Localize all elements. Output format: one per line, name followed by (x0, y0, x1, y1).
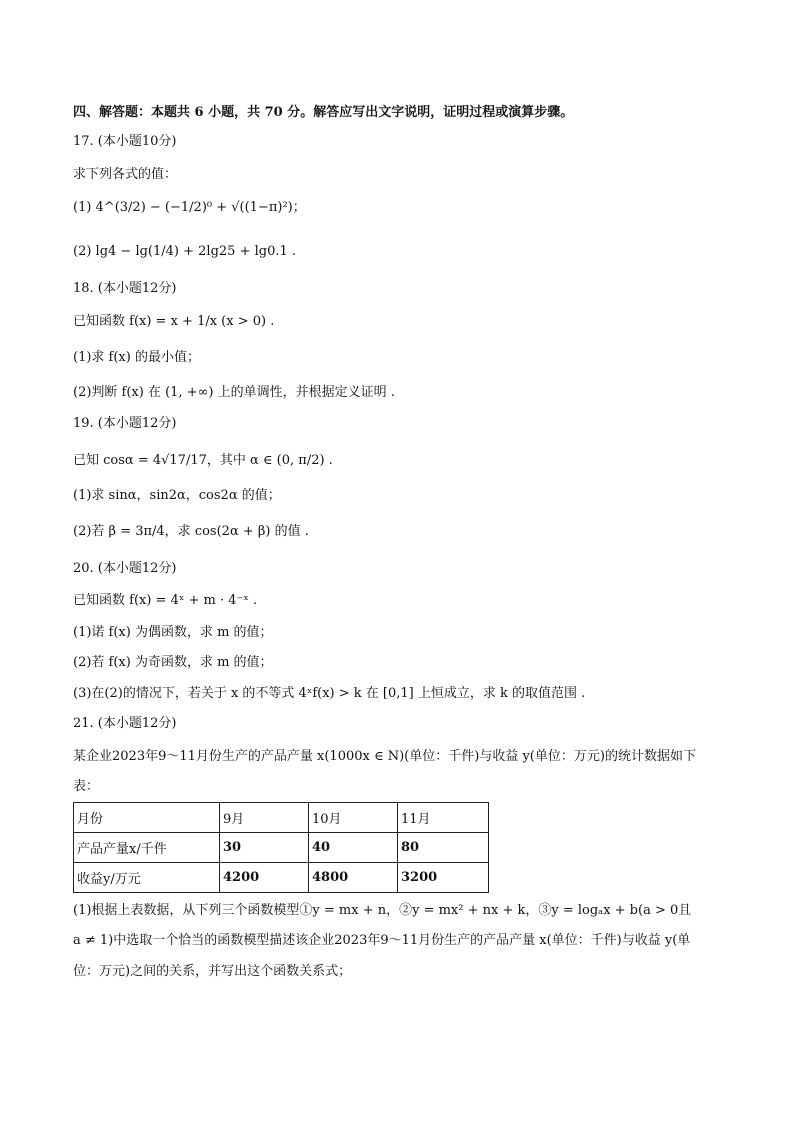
q19-part1: (1)求 sinα，sin2α，cos2α 的值； (73, 488, 281, 503)
q20-part1: (1)诺 f(x) 为偶函数，求 m 的值； (73, 625, 273, 640)
q19-title: 19. (本小题12分) (73, 416, 177, 431)
data-table (73, 802, 489, 893)
q17-intro: 求下列各式的值： (73, 167, 178, 182)
q18-intro: 已知函数 f(x) = x + 1/x (x > 0) . (73, 314, 275, 329)
q21-part1-line2: a ≠ 1)中选取一个恰当的函数模型描述该企业2023年9～11月份生产的产品产量 x(单位：千件)与收益 y(单 (73, 933, 691, 948)
q20-part2: (2)若 f(x) 为奇函数，求 m 的值； (73, 655, 273, 670)
table-cell: 10月 (309, 803, 398, 833)
q21-title: 21. (本小题12分) (73, 716, 177, 731)
table-row (74, 803, 489, 833)
table-cell: 产品产量x/千件 (74, 833, 220, 863)
q18-part2: (2)判断 f(x) 在 (1, +∞) 上的单调性，并根据定义证明 . (73, 385, 395, 400)
q18-title: 18. (本小题12分) (73, 281, 177, 296)
table-cell: 4200 (220, 863, 309, 893)
q20-title: 20. (本小题12分) (73, 561, 177, 576)
q21-intro-line2: 表： (73, 779, 100, 794)
q20-part3: (3)在(2)的情况下，若关于 x 的不等式 4ˣf(x) > k 在 [0,1] 上恒成立，求 k 的取值范围 . (73, 686, 586, 701)
table-cell: 30 (220, 833, 309, 863)
table-cell: 收益y/万元 (74, 863, 220, 893)
q21-part1-line3: 位：万元)之间的关系，并写出这个函数关系式； (73, 964, 352, 979)
q18-part1: (1)求 f(x) 的最小值； (73, 350, 200, 365)
q20-intro: 已知函数 f(x) = 4ˣ + m · 4⁻ˣ . (73, 593, 258, 608)
q19-part2: (2)若 β = 3π/4，求 cos(2α + β) 的值 . (73, 524, 309, 539)
q17-part1: (1) 4^(3/2) − (−1/2)⁰ + √((1−π)²)； (73, 200, 306, 215)
table-cell: 80 (398, 833, 489, 863)
table-cell: 40 (309, 833, 398, 863)
section-header: 四、解答题：本题共 6 小题，共 70 分。解答应写出文字说明，证明过程或演算步骤。 (73, 105, 574, 120)
table-row (74, 863, 489, 893)
table-cell: 11月 (398, 803, 489, 833)
q21-intro-line1: 某企业2023年9～11月份生产的产品产量 x(1000x ∈ N)(单位：千件)与收益 y(单位：万元)的统计数据如下 (73, 749, 696, 764)
q21-part1-line1: (1)根据上表数据，从下列三个函数模型①y = mx + n，②y = mx² + nx + k，③y = logₐx + b(a > 0且 (73, 903, 692, 918)
table-cell: 9月 (220, 803, 309, 833)
table-row (74, 833, 489, 863)
table-cell: 月份 (74, 803, 220, 833)
q19-intro: 已知 cosα = 4√17/17，其中 α ∈ (0, π/2) . (73, 453, 333, 468)
q17-title: 17. (本小题10分) (73, 134, 177, 149)
q17-part2: (2) lg4 − lg(1/4) + 2lg25 + lg0.1 . (73, 244, 297, 259)
table-cell: 4800 (309, 863, 398, 893)
table-cell: 3200 (398, 863, 489, 893)
